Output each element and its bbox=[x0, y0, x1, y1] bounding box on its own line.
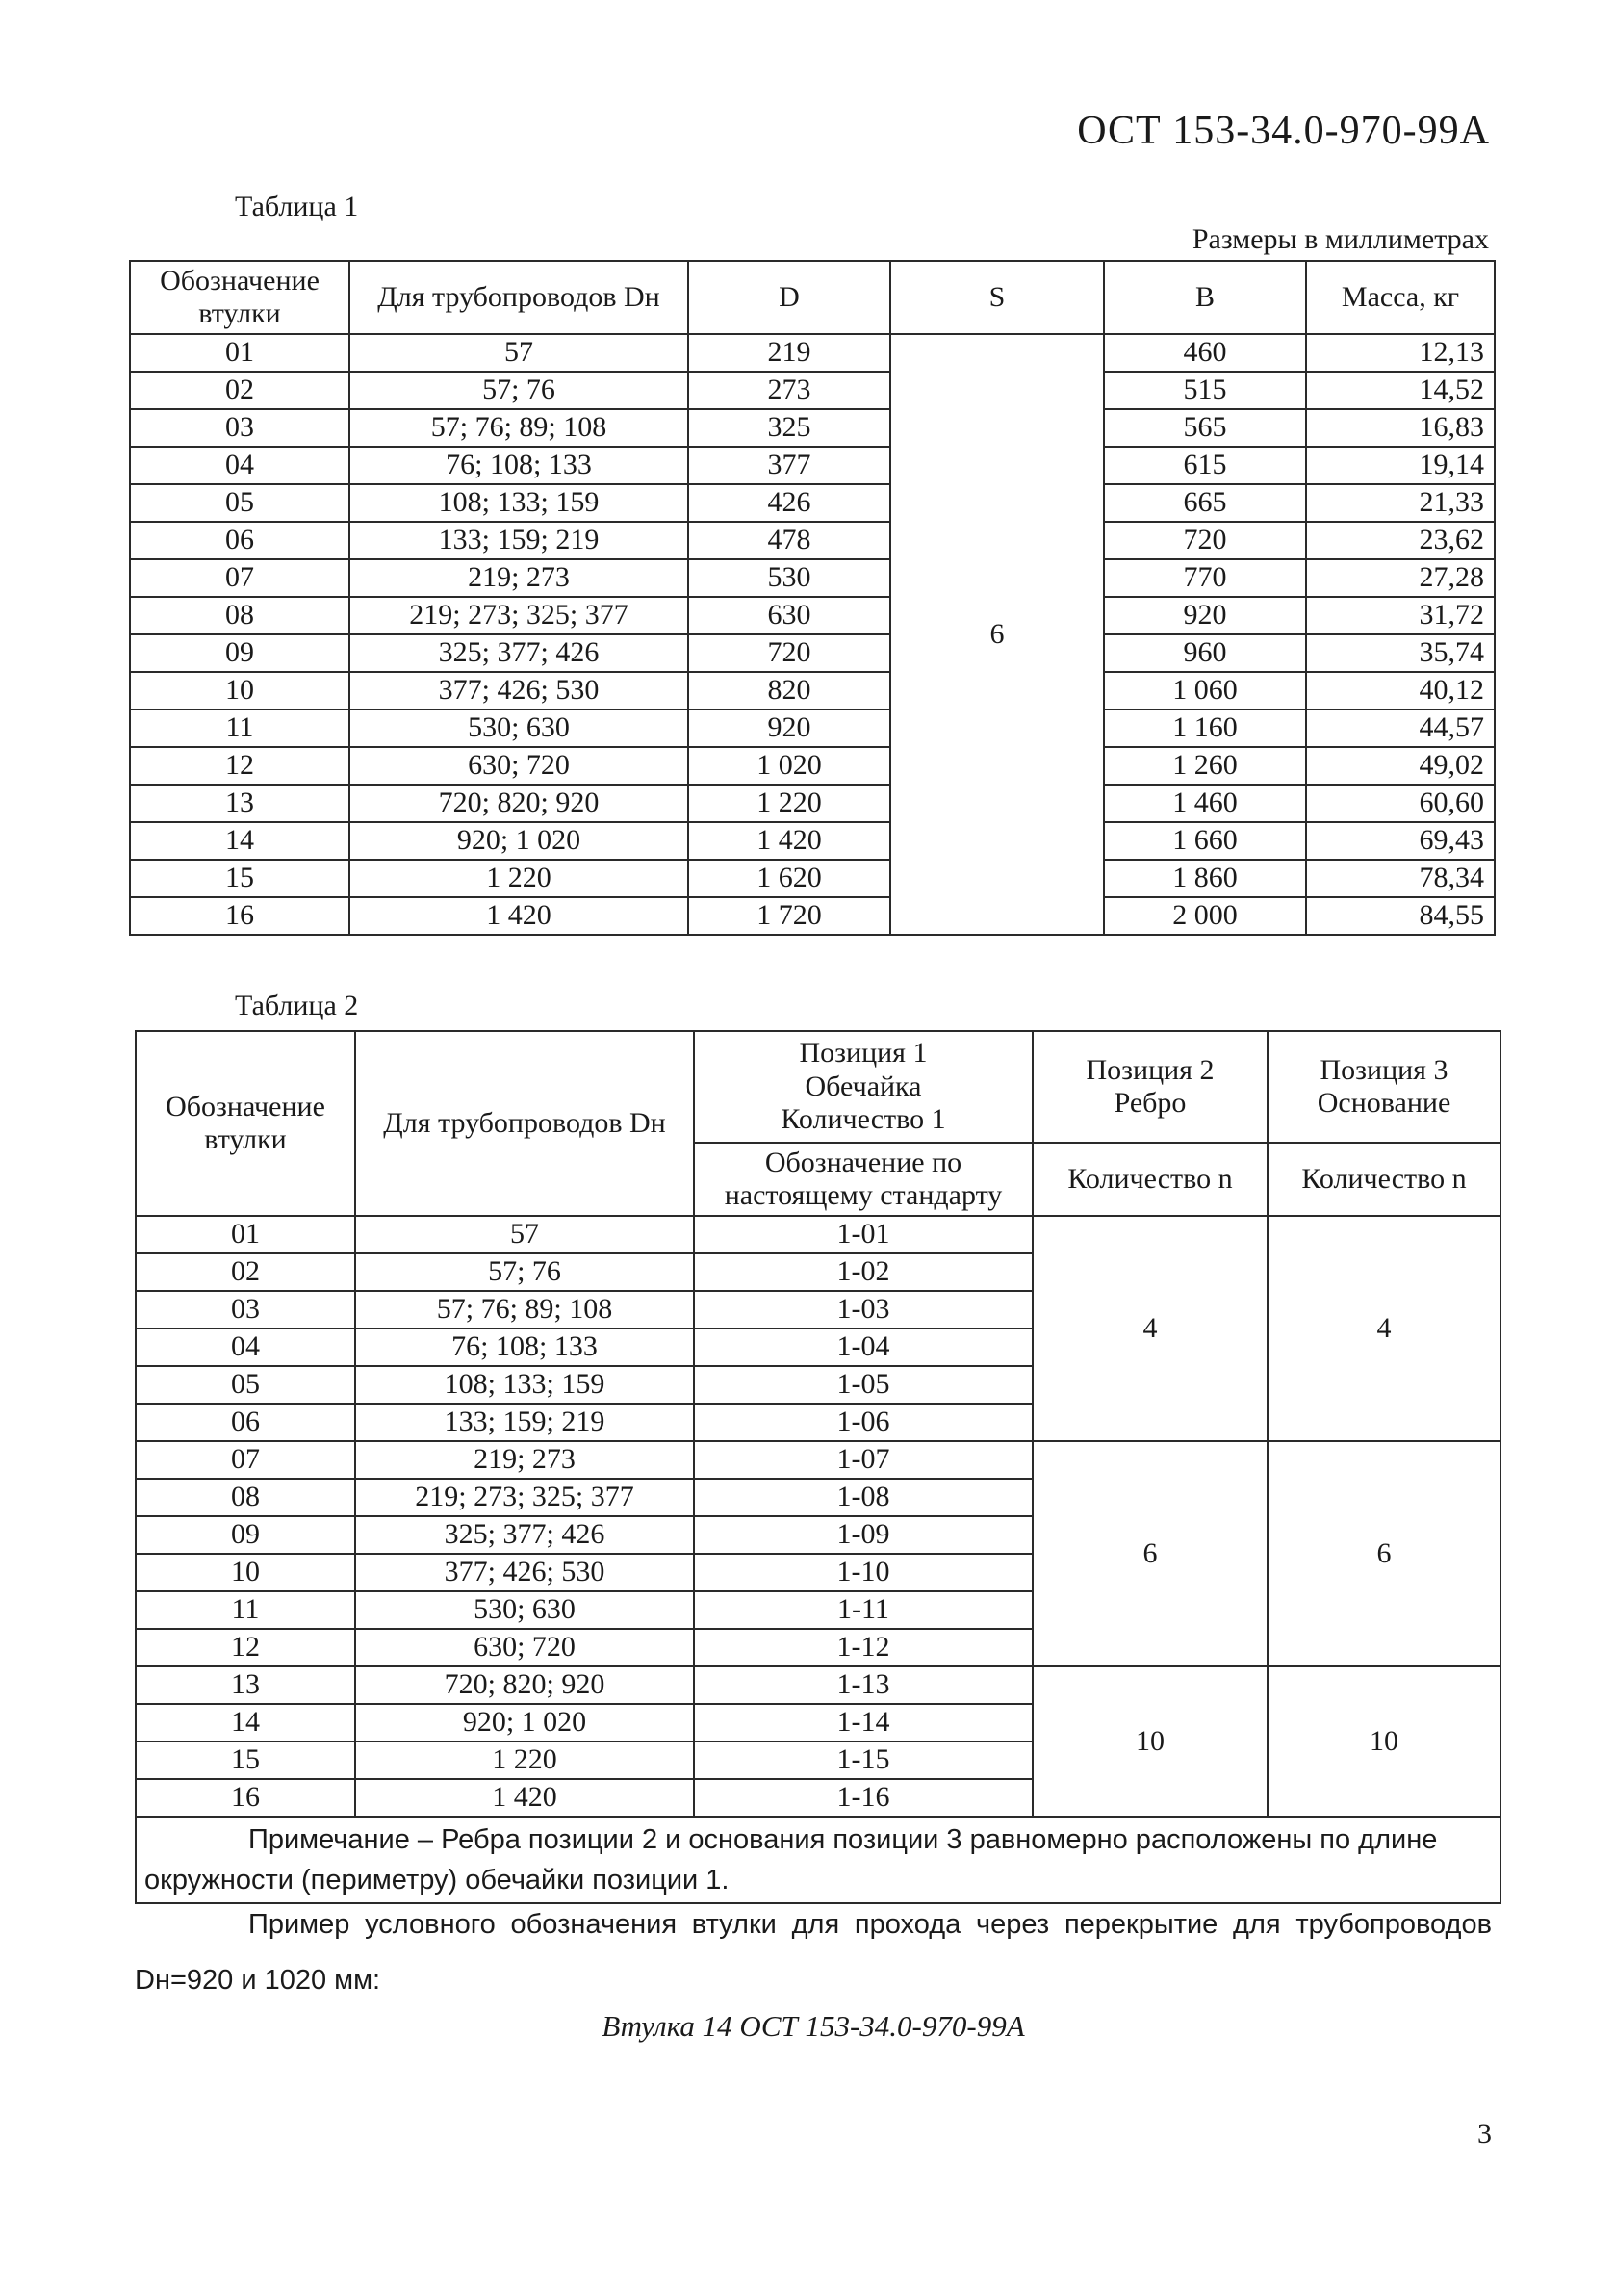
table2-cell-pos1: 1-12 bbox=[694, 1629, 1033, 1666]
table1-cell-b: 2 000 bbox=[1104, 897, 1306, 935]
table1-cell-designation: 05 bbox=[130, 484, 349, 522]
table1-units: Размеры в миллиметрах bbox=[1192, 223, 1489, 255]
table2-pos2-sub: Количество n bbox=[1033, 1143, 1268, 1216]
table1-header-row bbox=[130, 261, 1495, 334]
table2-cell-pos1: 1-11 bbox=[694, 1591, 1033, 1629]
table1-cell-b: 1 060 bbox=[1104, 672, 1306, 709]
table2-cell-designation: 06 bbox=[136, 1404, 355, 1441]
table1-cell-designation: 15 bbox=[130, 860, 349, 897]
table2-cell-dn: 219; 273; 325; 377 bbox=[355, 1479, 694, 1516]
table1-cell-d: 273 bbox=[688, 372, 890, 409]
table1-cell-d: 1 620 bbox=[688, 860, 890, 897]
table2-cell-designation: 07 bbox=[136, 1441, 355, 1479]
table1-cell-mass: 23,62 bbox=[1306, 522, 1495, 559]
table1-row bbox=[130, 522, 1495, 559]
table2-pos2-line1: Позиция 2 bbox=[1086, 1053, 1215, 1086]
table1-cell-dn: 219; 273 bbox=[349, 559, 688, 597]
table2-cell-pos1: 1-04 bbox=[694, 1329, 1033, 1366]
table1-cell-dn: 1 220 bbox=[349, 860, 688, 897]
table1-row bbox=[130, 634, 1495, 672]
table2-cell-designation: 03 bbox=[136, 1291, 355, 1329]
table1-row bbox=[130, 409, 1495, 447]
table2-cell-pos1: 1-03 bbox=[694, 1291, 1033, 1329]
table2 bbox=[135, 1030, 1501, 1904]
table1-cell-d: 720 bbox=[688, 634, 890, 672]
table2-pos3-line2: Основание bbox=[1317, 1087, 1451, 1119]
table1-row bbox=[130, 860, 1495, 897]
table2-cell-pos2-qty: 6 bbox=[1033, 1441, 1268, 1666]
table2-pos1-sub: Обозначение по настоящему стандарту bbox=[694, 1143, 1033, 1216]
table1-cell-designation: 03 bbox=[130, 409, 349, 447]
table1-cell-b: 920 bbox=[1104, 597, 1306, 634]
table2-cell-dn: 57 bbox=[355, 1216, 694, 1253]
table1-cell-mass: 21,33 bbox=[1306, 484, 1495, 522]
table2-cell-designation: 14 bbox=[136, 1704, 355, 1741]
table1-col-mass: Масса, кг bbox=[1306, 261, 1495, 334]
table1-cell-designation: 16 bbox=[130, 897, 349, 935]
table1-cell-b: 1 160 bbox=[1104, 709, 1306, 747]
table1-cell-mass: 35,74 bbox=[1306, 634, 1495, 672]
table1-cell-dn: 57 bbox=[349, 334, 688, 372]
table2-cell-pos2-qty: 4 bbox=[1033, 1216, 1268, 1441]
table2-cell-pos1: 1-05 bbox=[694, 1366, 1033, 1404]
table2-cell-dn: 1 220 bbox=[355, 1741, 694, 1779]
example-text: Пример условного обозначения втулки для прохода через перекрытие для трубопроводов Dн=920 и 1020 мм: bbox=[135, 1909, 1492, 1996]
table1-row bbox=[130, 447, 1495, 484]
table1-cell-b: 960 bbox=[1104, 634, 1306, 672]
table1-cell-b: 565 bbox=[1104, 409, 1306, 447]
table1-cell-designation: 02 bbox=[130, 372, 349, 409]
table2-cell-pos1: 1-06 bbox=[694, 1404, 1033, 1441]
table2-col-pos2 bbox=[1033, 1031, 1268, 1143]
table1-cell-designation: 12 bbox=[130, 747, 349, 785]
table2-cell-dn: 630; 720 bbox=[355, 1629, 694, 1666]
table2-col-pos3 bbox=[1268, 1031, 1500, 1143]
table2-col-pos1 bbox=[694, 1031, 1033, 1143]
table1-cell-designation: 04 bbox=[130, 447, 349, 484]
table1-row bbox=[130, 672, 1495, 709]
table2-cell-pos1: 1-15 bbox=[694, 1741, 1033, 1779]
table2-caption: Таблица 2 bbox=[235, 990, 359, 1021]
table1-cell-d: 426 bbox=[688, 484, 890, 522]
table1-cell-mass: 69,43 bbox=[1306, 822, 1495, 860]
table1-cell-mass: 44,57 bbox=[1306, 709, 1495, 747]
table1-cell-d: 325 bbox=[688, 409, 890, 447]
table1-row bbox=[130, 484, 1495, 522]
table1-cell-d: 530 bbox=[688, 559, 890, 597]
table1-row bbox=[130, 334, 1495, 372]
table1-cell-dn: 377; 426; 530 bbox=[349, 672, 688, 709]
table1-row bbox=[130, 597, 1495, 634]
table1-cell-mass: 19,14 bbox=[1306, 447, 1495, 484]
table1-col-dn: Для трубопроводов Dн bbox=[349, 261, 688, 334]
table2-cell-designation: 12 bbox=[136, 1629, 355, 1666]
table1-cell-d: 1 420 bbox=[688, 822, 890, 860]
table2-cell-dn: 219; 273 bbox=[355, 1441, 694, 1479]
table1-cell-designation: 07 bbox=[130, 559, 349, 597]
table1-cell-d: 920 bbox=[688, 709, 890, 747]
table1-cell-b: 1 260 bbox=[1104, 747, 1306, 785]
table1-cell-designation: 09 bbox=[130, 634, 349, 672]
table2-cell-pos1: 1-02 bbox=[694, 1253, 1033, 1291]
table1-cell-mass: 60,60 bbox=[1306, 785, 1495, 822]
table1-cell-mass: 27,28 bbox=[1306, 559, 1495, 597]
table2-cell-designation: 05 bbox=[136, 1366, 355, 1404]
table2-cell-designation: 13 bbox=[136, 1666, 355, 1704]
table2-pos1-line1: Позиция 1 bbox=[799, 1037, 928, 1070]
table2-cell-dn: 1 420 bbox=[355, 1779, 694, 1817]
table1-cell-dn: 630; 720 bbox=[349, 747, 688, 785]
table1-cell-mass: 78,34 bbox=[1306, 860, 1495, 897]
table1-cell-d: 1 720 bbox=[688, 897, 890, 935]
table2-cell-dn: 920; 1 020 bbox=[355, 1704, 694, 1741]
table1-cell-designation: 01 bbox=[130, 334, 349, 372]
table1-cell-mass: 49,02 bbox=[1306, 747, 1495, 785]
table1-col-b: B bbox=[1104, 261, 1306, 334]
table1-cell-d: 630 bbox=[688, 597, 890, 634]
table1-cell-b: 1 660 bbox=[1104, 822, 1306, 860]
table1-cell-b: 720 bbox=[1104, 522, 1306, 559]
table1 bbox=[129, 260, 1496, 936]
table2-note: Примечание – Ребра позиции 2 и основания позиции 3 равномерно расположены по длине окружности (периметру) обечайки позиции 1. bbox=[136, 1817, 1500, 1903]
table2-cell-pos1: 1-14 bbox=[694, 1704, 1033, 1741]
document-code: ОСТ 153-34.0-970-99А bbox=[1077, 109, 1490, 153]
table1-cell-designation: 08 bbox=[130, 597, 349, 634]
table1-row bbox=[130, 372, 1495, 409]
table1-cell-dn: 1 420 bbox=[349, 897, 688, 935]
table1-col-designation: Обозначение втулки bbox=[130, 261, 349, 334]
table2-cell-dn: 377; 426; 530 bbox=[355, 1554, 694, 1591]
table2-col-dn: Для трубопроводов Dн bbox=[355, 1031, 694, 1216]
table1-cell-b: 665 bbox=[1104, 484, 1306, 522]
table2-cell-designation: 10 bbox=[136, 1554, 355, 1591]
table2-cell-dn: 325; 377; 426 bbox=[355, 1516, 694, 1554]
table2-cell-designation: 04 bbox=[136, 1329, 355, 1366]
table1-col-s: S bbox=[890, 261, 1104, 334]
table1-cell-designation: 14 bbox=[130, 822, 349, 860]
table1-row bbox=[130, 747, 1495, 785]
table2-cell-pos1: 1-13 bbox=[694, 1666, 1033, 1704]
page-number: 3 bbox=[1477, 2118, 1492, 2150]
table1-cell-dn: 219; 273; 325; 377 bbox=[349, 597, 688, 634]
table2-pos3-sub: Количество n bbox=[1268, 1143, 1500, 1216]
table2-cell-pos1: 1-10 bbox=[694, 1554, 1033, 1591]
table1-cell-designation: 13 bbox=[130, 785, 349, 822]
table1-cell-dn: 920; 1 020 bbox=[349, 822, 688, 860]
table2-row bbox=[136, 1441, 1500, 1479]
table1-cell-dn: 76; 108; 133 bbox=[349, 447, 688, 484]
table1-cell-d: 478 bbox=[688, 522, 890, 559]
table1-cell-d: 1 020 bbox=[688, 747, 890, 785]
table2-cell-designation: 09 bbox=[136, 1516, 355, 1554]
table2-cell-pos1: 1-09 bbox=[694, 1516, 1033, 1554]
table1-cell-mass: 12,13 bbox=[1306, 334, 1495, 372]
table1-cell-dn: 133; 159; 219 bbox=[349, 522, 688, 559]
table2-cell-designation: 16 bbox=[136, 1779, 355, 1817]
table2-cell-dn: 133; 159; 219 bbox=[355, 1404, 694, 1441]
table1-cell-b: 770 bbox=[1104, 559, 1306, 597]
table2-cell-dn: 530; 630 bbox=[355, 1591, 694, 1629]
table1-cell-d: 820 bbox=[688, 672, 890, 709]
table1-row bbox=[130, 785, 1495, 822]
table2-cell-designation: 15 bbox=[136, 1741, 355, 1779]
table1-cell-b: 1 460 bbox=[1104, 785, 1306, 822]
table2-cell-pos1: 1-07 bbox=[694, 1441, 1033, 1479]
table2-cell-pos1: 1-16 bbox=[694, 1779, 1033, 1817]
table1-cell-b: 1 860 bbox=[1104, 860, 1306, 897]
table1-cell-dn: 57; 76; 89; 108 bbox=[349, 409, 688, 447]
table2-cell-pos2-qty: 10 bbox=[1033, 1666, 1268, 1817]
table1-cell-b: 615 bbox=[1104, 447, 1306, 484]
table2-header-row bbox=[136, 1031, 1500, 1143]
table2-cell-dn: 720; 820; 920 bbox=[355, 1666, 694, 1704]
table2-pos2-line2: Ребро bbox=[1114, 1087, 1187, 1119]
table2-cell-dn: 57; 76 bbox=[355, 1253, 694, 1291]
table1-cell-designation: 10 bbox=[130, 672, 349, 709]
table2-cell-designation: 01 bbox=[136, 1216, 355, 1253]
table1-cell-b: 515 bbox=[1104, 372, 1306, 409]
table1-row bbox=[130, 897, 1495, 935]
table1-cell-mass: 16,83 bbox=[1306, 409, 1495, 447]
table2-cell-pos3-qty: 4 bbox=[1268, 1216, 1500, 1441]
table2-cell-pos3-qty: 6 bbox=[1268, 1441, 1500, 1666]
table1-cell-mass: 31,72 bbox=[1306, 597, 1495, 634]
table1-cell-dn: 530; 630 bbox=[349, 709, 688, 747]
table1-cell-b: 460 bbox=[1104, 334, 1306, 372]
table1-row bbox=[130, 822, 1495, 860]
table2-row bbox=[136, 1666, 1500, 1704]
table1-cell-mass: 84,55 bbox=[1306, 897, 1495, 935]
table2-cell-designation: 08 bbox=[136, 1479, 355, 1516]
table1-cell-s: 6 bbox=[890, 334, 1104, 935]
table1-cell-dn: 57; 76 bbox=[349, 372, 688, 409]
table2-cell-designation: 11 bbox=[136, 1591, 355, 1629]
table1-cell-dn: 325; 377; 426 bbox=[349, 634, 688, 672]
table1-cell-dn: 720; 820; 920 bbox=[349, 785, 688, 822]
table1-row bbox=[130, 709, 1495, 747]
table2-cell-designation: 02 bbox=[136, 1253, 355, 1291]
table2-cell-dn: 76; 108; 133 bbox=[355, 1329, 694, 1366]
table1-cell-d: 1 220 bbox=[688, 785, 890, 822]
table2-cell-pos1: 1-01 bbox=[694, 1216, 1033, 1253]
table2-cell-pos3-qty: 10 bbox=[1268, 1666, 1500, 1817]
table1-cell-mass: 40,12 bbox=[1306, 672, 1495, 709]
table2-cell-dn: 108; 133; 159 bbox=[355, 1366, 694, 1404]
table2-col-designation: Обозначение втулки bbox=[136, 1031, 355, 1216]
table1-row bbox=[130, 559, 1495, 597]
table1-cell-dn: 108; 133; 159 bbox=[349, 484, 688, 522]
table1-cell-d: 219 bbox=[688, 334, 890, 372]
table1-cell-d: 377 bbox=[688, 447, 890, 484]
example-designation: Втулка 14 ОСТ 153-34.0-970-99А bbox=[602, 2009, 1025, 2043]
table2-note-row bbox=[136, 1817, 1500, 1903]
table2-pos1-line2: Обечайка bbox=[805, 1070, 922, 1102]
table1-cell-designation: 06 bbox=[130, 522, 349, 559]
table1-caption: Таблица 1 bbox=[235, 191, 359, 222]
table1-cell-designation: 11 bbox=[130, 709, 349, 747]
table2-row bbox=[136, 1216, 1500, 1253]
table2-cell-dn: 57; 76; 89; 108 bbox=[355, 1291, 694, 1329]
table2-pos1-line3: Количество 1 bbox=[781, 1103, 946, 1136]
table1-cell-mass: 14,52 bbox=[1306, 372, 1495, 409]
table2-cell-pos1: 1-08 bbox=[694, 1479, 1033, 1516]
table2-pos3-line1: Позиция 3 bbox=[1320, 1053, 1448, 1086]
table1-col-d: D bbox=[688, 261, 890, 334]
